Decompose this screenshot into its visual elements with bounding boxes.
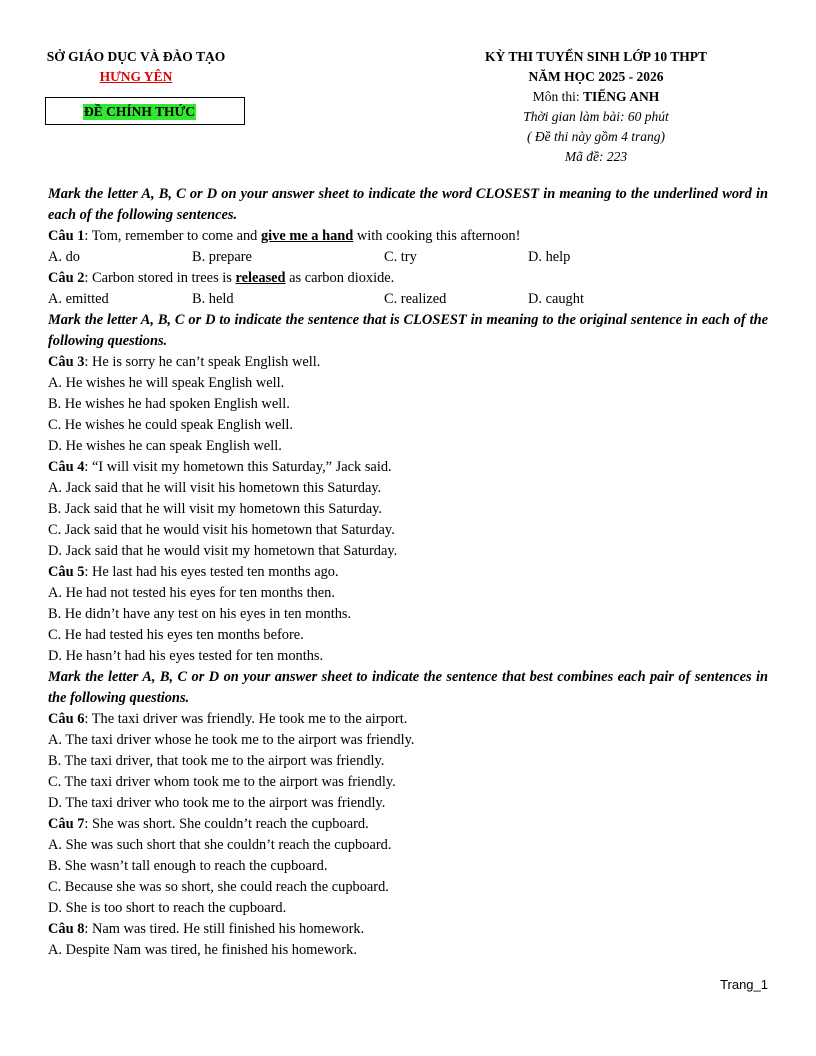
- header-left: [26, 47, 246, 87]
- option-a: A. He had not tested his eyes for ten months then.: [48, 585, 335, 601]
- page-number: Trang_1: [720, 977, 768, 992]
- question-2: [48, 268, 768, 289]
- option-d: D. She is too short to reach the cupboard.: [48, 900, 287, 916]
- option-c: C. Jack said that he would visit his hometown that Saturday.: [48, 522, 395, 538]
- option-a: A. emitted: [48, 291, 109, 307]
- exam-content: [48, 184, 768, 961]
- option-a: A. do: [48, 249, 80, 265]
- question-label: Câu 1: [48, 228, 85, 244]
- official-box: [45, 97, 245, 125]
- underlined-phrase: give me a hand: [260, 228, 354, 244]
- question-text: : She was short. She couldn’t reach the cupboard.: [84, 816, 369, 832]
- option-a: A. He wishes he will speak English well.: [48, 375, 285, 391]
- section-instruction: Mark the letter A, B, C or D on your answer sheet to indicate the sentence that best combines each pair of sentences in the following questions.: [48, 669, 768, 706]
- question-text: as carbon dioxide.: [285, 270, 395, 286]
- option-c: C. Because she was so short, she could reach the cupboard.: [48, 879, 389, 895]
- exam-title: KỲ THI TUYỂN SINH LỚP 10 THPT: [484, 49, 708, 64]
- question-1: [48, 226, 768, 247]
- section-instruction: Mark the letter A, B, C or D on your answer sheet to indicate the word CLOSEST in meaning to the underlined word in each of the following sentences.: [48, 186, 768, 223]
- question-label: Câu 6: [48, 711, 85, 727]
- option-d: D. caught: [528, 291, 584, 307]
- question-label: Câu 5: [48, 564, 85, 580]
- option-b: B. He didn’t have any test on his eyes in ten months.: [48, 606, 352, 622]
- option-d: D. He hasn’t had his eyes tested for ten months.: [48, 648, 324, 664]
- option-d: D. Jack said that he would visit my hometown that Saturday.: [48, 543, 398, 559]
- question-4: [48, 457, 768, 478]
- option-c: C. He had tested his eyes ten months before.: [48, 627, 304, 643]
- option-b: B. Jack said that he will visit my hometown this Saturday.: [48, 501, 383, 517]
- header-right: [455, 47, 737, 167]
- section-instruction: Mark the letter A, B, C or D to indicate the sentence that is CLOSEST in meaning to the original sentence in each of the following questions.: [48, 312, 768, 349]
- options-row: [48, 289, 768, 310]
- option-a: A. She was such short that she couldn’t reach the cupboard.: [48, 837, 392, 853]
- official-label: ĐỀ CHÍNH THỨC: [84, 104, 196, 119]
- option-c: C. realized: [384, 291, 447, 307]
- page-count: ( Đề thi này gồm 4 trang): [527, 129, 665, 144]
- question-text: : The taxi driver was friendly. He took me to the airport.: [84, 711, 408, 727]
- question-text: : “I will visit my hometown this Saturday,” Jack said.: [84, 459, 392, 475]
- department-name: SỞ GIÁO DỤC VÀ ĐÀO TẠO: [46, 49, 226, 64]
- question-8: [48, 919, 768, 940]
- option-b: B. He wishes he had spoken English well.: [48, 396, 290, 412]
- option-c: C. try: [384, 249, 417, 265]
- exam-time: Thời gian làm bài: 60 phút: [523, 109, 669, 124]
- subject-line: [455, 87, 737, 107]
- school-year: NĂM HỌC 2025 - 2026: [528, 69, 664, 84]
- option-a: A. Jack said that he will visit his hometown this Saturday.: [48, 480, 382, 496]
- question-label: Câu 3: [48, 354, 85, 370]
- option-a: A. Despite Nam was tired, he finished his homework.: [48, 942, 357, 958]
- option-b: B. held: [192, 291, 234, 307]
- option-d: D. The taxi driver who took me to the airport was friendly.: [48, 795, 386, 811]
- question-label: Câu 4: [48, 459, 85, 475]
- option-b: B. She wasn’t tall enough to reach the cupboard.: [48, 858, 328, 874]
- question-3: [48, 352, 768, 373]
- exam-code: Mã đề: 223: [564, 149, 628, 164]
- option-b: B. prepare: [192, 249, 252, 265]
- subject-name: TIẾNG ANH: [583, 89, 660, 104]
- question-label: Câu 2: [48, 270, 85, 286]
- province-name: HƯNG YÊN: [99, 69, 173, 84]
- option-c: C. He wishes he could speak English well.: [48, 417, 293, 433]
- option-d: D. He wishes he can speak English well.: [48, 438, 282, 454]
- underlined-phrase: released: [235, 270, 286, 286]
- question-5: [48, 562, 768, 583]
- subject-prefix: Môn thi:: [532, 89, 584, 104]
- option-b: B. The taxi driver, that took me to the airport was friendly.: [48, 753, 385, 769]
- option-c: C. The taxi driver whom took me to the airport was friendly.: [48, 774, 396, 790]
- question-text: : Tom, remember to come and: [84, 228, 261, 244]
- question-7: [48, 814, 768, 835]
- question-label: Câu 8: [48, 921, 85, 937]
- option-a: A. The taxi driver whose he took me to the airport was friendly.: [48, 732, 415, 748]
- question-text: : Carbon stored in trees is: [84, 270, 236, 286]
- question-text: : He last had his eyes tested ten months ago.: [84, 564, 339, 580]
- option-d: D. help: [528, 249, 571, 265]
- question-6: [48, 709, 768, 730]
- question-label: Câu 7: [48, 816, 85, 832]
- question-text: with cooking this afternoon!: [353, 228, 521, 244]
- question-text: : He is sorry he can’t speak English well.: [84, 354, 321, 370]
- question-text: : Nam was tired. He still finished his homework.: [84, 921, 365, 937]
- options-row: [48, 247, 768, 268]
